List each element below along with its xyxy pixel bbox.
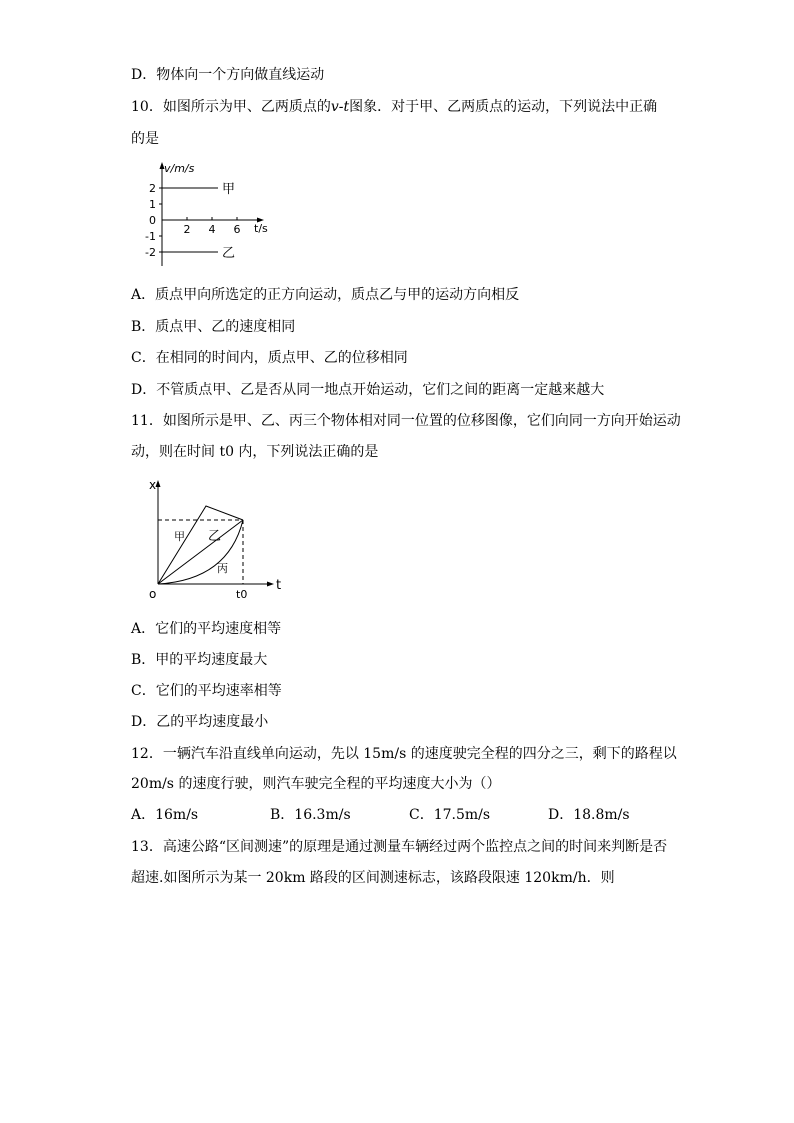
q11-option-b: B．甲的平均速度最大 bbox=[131, 652, 268, 668]
q12-option-c: C．17.5m/s bbox=[409, 807, 491, 823]
vt-ytick-2: 2 bbox=[149, 182, 156, 195]
q10-vt-symbol: v-t bbox=[330, 99, 350, 115]
vt-y-label: v/m/s bbox=[164, 162, 195, 175]
vt-ytick-0: 0 bbox=[149, 214, 156, 227]
vt-xtick-4: 4 bbox=[208, 223, 216, 236]
q10-option-d: D．不管质点甲、乙是否从同一地点开始运动，它们之间的距离一定越来越大 bbox=[131, 382, 605, 398]
q10-stem bbox=[131, 98, 657, 116]
xt-x-label: t bbox=[276, 578, 282, 593]
vt-xtick-6: 6 bbox=[233, 223, 241, 236]
vt-graph bbox=[140, 158, 280, 270]
q10-option-b: B．质点甲、乙的速度相同 bbox=[131, 319, 296, 335]
q11-stem-end: 动，则在时间 t0 内，下列说法正确的是 bbox=[131, 444, 379, 460]
q13-stem: 13．高速公路“区间测速”的原理是通过测量车辆经过两个监控点之间的时间来判断是否 bbox=[131, 839, 668, 855]
vt-xtick-2: 2 bbox=[183, 223, 191, 236]
vt-label-jia: 甲 bbox=[222, 182, 236, 197]
xt-label-jia: 甲 bbox=[174, 530, 185, 543]
xt-x-axis-arrow bbox=[156, 480, 161, 487]
q10-stem-part2: 图象．对于甲、乙两质点的运动，下列说法中正确 bbox=[349, 99, 658, 115]
xt-graph bbox=[140, 472, 290, 604]
xt-label-bing: 丙 bbox=[217, 562, 228, 575]
q11-stem: 11．如图所示是甲、乙、丙三个物体相对同一位置的位移图像，它们向同一方向开始运动 bbox=[131, 413, 681, 429]
vt-ytick-neg2: -2 bbox=[145, 246, 156, 259]
q12-option-a: A．16m/s bbox=[131, 807, 199, 823]
q10-option-a: A．质点甲向所选定的正方向运动，质点乙与甲的运动方向相反 bbox=[131, 287, 520, 303]
q10-stem-end: 的是 bbox=[131, 131, 159, 147]
q12-option-d: D．18.8m/s bbox=[548, 807, 630, 823]
xt-y-label: x bbox=[149, 478, 157, 492]
xt-origin: o bbox=[149, 587, 157, 601]
q11-option-c: C．它们的平均速率相等 bbox=[131, 683, 282, 699]
q13-stem-end: 超速.如图所示为某一 20km 路段的区间测速标志，该路段限速 120km/h．则 bbox=[131, 870, 615, 886]
q11-option-a: A．它们的平均速度相等 bbox=[131, 621, 282, 637]
q11-option-d: D．乙的平均速度最小 bbox=[131, 714, 269, 730]
xt-t-axis-arrow bbox=[267, 582, 274, 587]
xt-label-yi: 乙 bbox=[208, 529, 222, 544]
vt-x-label: t/s bbox=[254, 222, 268, 235]
vt-label-yi: 乙 bbox=[222, 246, 236, 261]
vt-ytick-neg1: -1 bbox=[145, 230, 156, 243]
q12-stem-end: 20m/s 的速度行驶，则汽车驶完全程的平均速度大小为（） bbox=[131, 776, 501, 792]
q9-option-d: D．物体向一个方向做直线运动 bbox=[131, 67, 325, 83]
xt-curve-jia bbox=[158, 506, 243, 584]
q10-option-c: C．在相同的时间内，质点甲、乙的位移相同 bbox=[131, 350, 408, 366]
vt-ytick-1: 1 bbox=[149, 198, 156, 211]
q12-stem: 12．一辆汽车沿直线单向运动，先以 15m/s 的速度驶完全程的四分之三，剩下的路程以 bbox=[131, 746, 677, 762]
q12-option-b: B．16.3m/s bbox=[270, 807, 351, 823]
q10-stem-part1: 10．如图所示为甲、乙两质点的 bbox=[131, 99, 331, 115]
xt-t0-label: t0 bbox=[236, 588, 248, 601]
